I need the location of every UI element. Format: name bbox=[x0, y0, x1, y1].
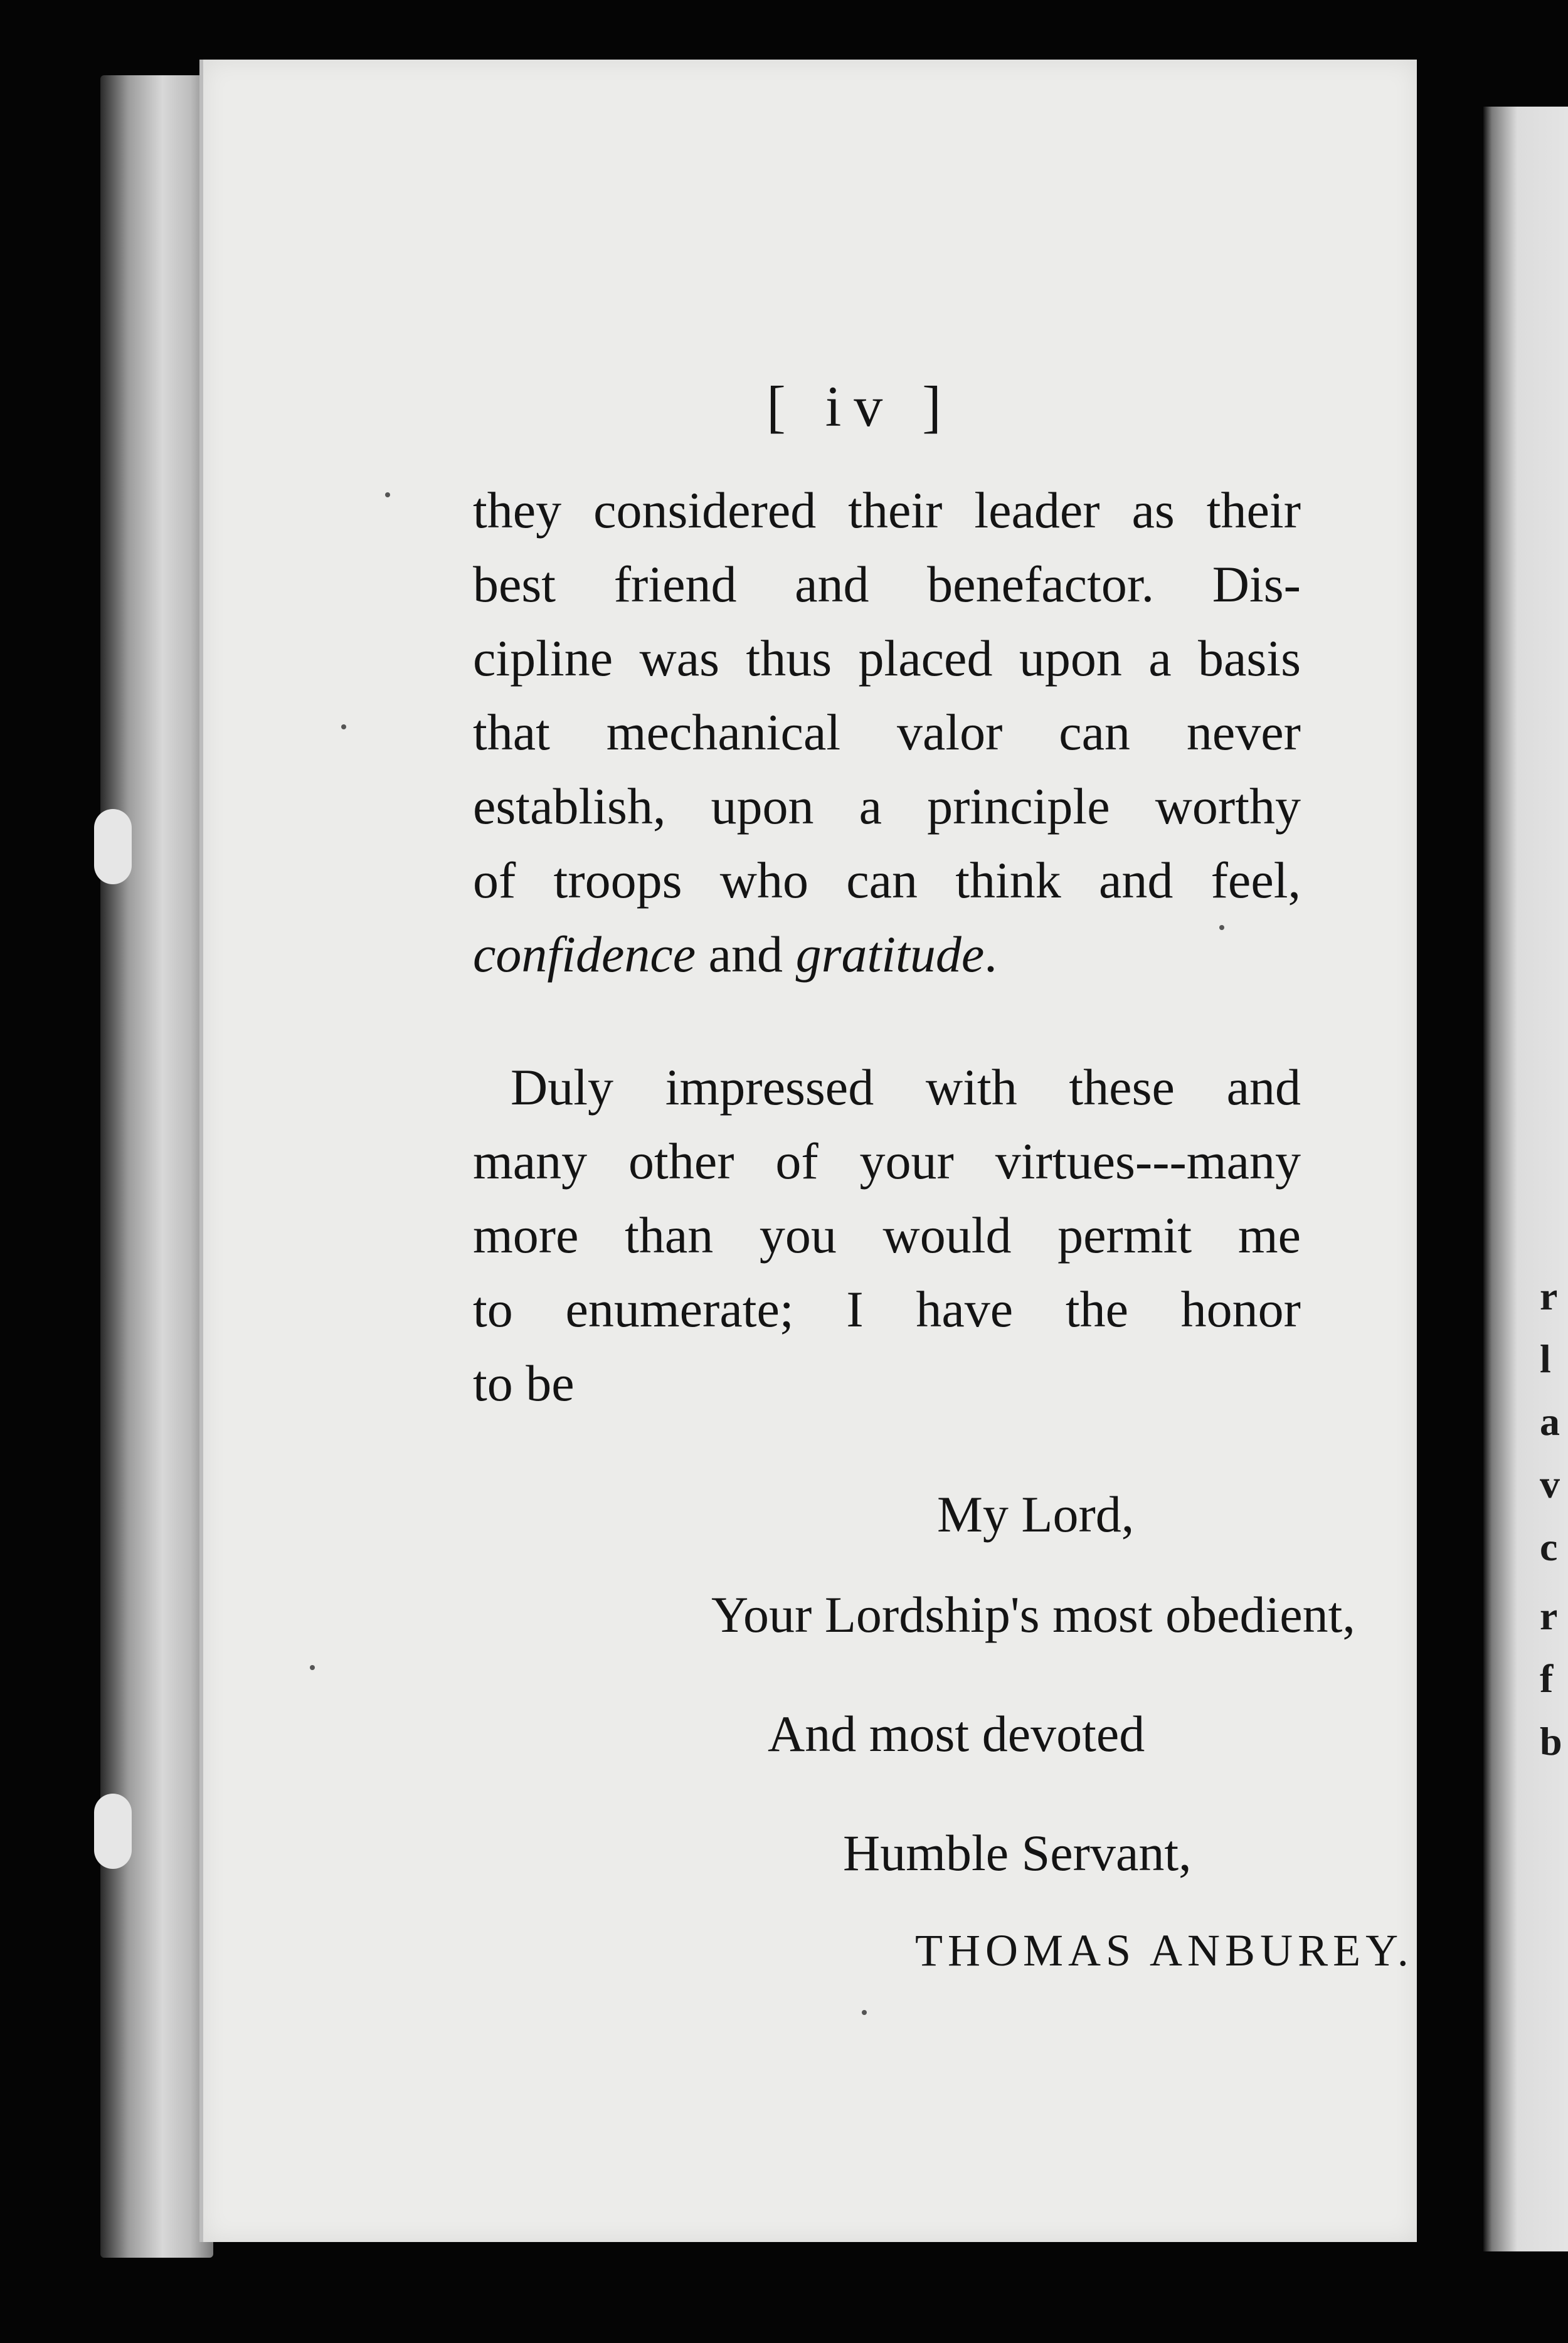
text-line: they considered their leader as their bbox=[473, 482, 1301, 539]
text-fragment: and bbox=[696, 926, 796, 983]
text-fragment: . bbox=[984, 926, 997, 983]
italic-word: confidence bbox=[473, 926, 696, 983]
text-line: many other of your virtues---many bbox=[473, 1133, 1301, 1190]
adjacent-page-glyph: r bbox=[1540, 1274, 1558, 1318]
text-line: of troops who can think and feel, bbox=[473, 852, 1301, 909]
italic-word: gratitude bbox=[795, 926, 985, 983]
text-line bbox=[473, 918, 1301, 992]
binding-notch bbox=[94, 809, 132, 884]
text-line: Duly impressed with these and bbox=[511, 1059, 1301, 1116]
adjacent-page-glyph: v bbox=[1540, 1462, 1560, 1506]
adjacent-page-glyph: c bbox=[1540, 1525, 1558, 1569]
binding-notch bbox=[94, 1794, 132, 1869]
text-line: establish, upon a principle worthy bbox=[473, 778, 1301, 835]
adjacent-page-glyph: f bbox=[1540, 1656, 1554, 1701]
paper-speck bbox=[310, 1665, 315, 1670]
paper-speck bbox=[1219, 925, 1224, 930]
book-page bbox=[199, 60, 1417, 2242]
closing-line: And most devoted bbox=[768, 1705, 1145, 1762]
text-line: that mechanical valor can never bbox=[473, 704, 1301, 761]
book-spine-edge bbox=[100, 75, 213, 2258]
salutation: My Lord, bbox=[937, 1486, 1135, 1543]
adjacent-page-glyph: a bbox=[1540, 1399, 1560, 1444]
closing-line: Your Lordship's most obedient, bbox=[711, 1586, 1355, 1643]
paragraph-2 bbox=[473, 1050, 1301, 1420]
adjacent-page-glyph: r bbox=[1540, 1594, 1558, 1638]
paragraph-1 bbox=[473, 473, 1301, 992]
paper-speck bbox=[862, 2010, 867, 2015]
text-line: more than you would permit me bbox=[473, 1207, 1301, 1264]
paper-speck bbox=[341, 724, 346, 729]
adjacent-page-glyph: l bbox=[1540, 1336, 1551, 1381]
text-line: to enumerate; I have the honor bbox=[473, 1281, 1301, 1338]
text-line: best friend and benefactor. Dis- bbox=[473, 556, 1301, 613]
adjacent-page-glyph: b bbox=[1540, 1719, 1562, 1764]
closing-line: Humble Servant, bbox=[843, 1824, 1192, 1881]
text-line: cipline was thus placed upon a basis bbox=[473, 630, 1301, 687]
paper-speck bbox=[385, 492, 390, 497]
text-line: to be bbox=[473, 1355, 575, 1412]
adjacent-page-edge bbox=[1483, 107, 1568, 2251]
page-number: [ iv ] bbox=[766, 374, 954, 438]
signature: THOMAS ANBUREY. bbox=[915, 1925, 1414, 1975]
